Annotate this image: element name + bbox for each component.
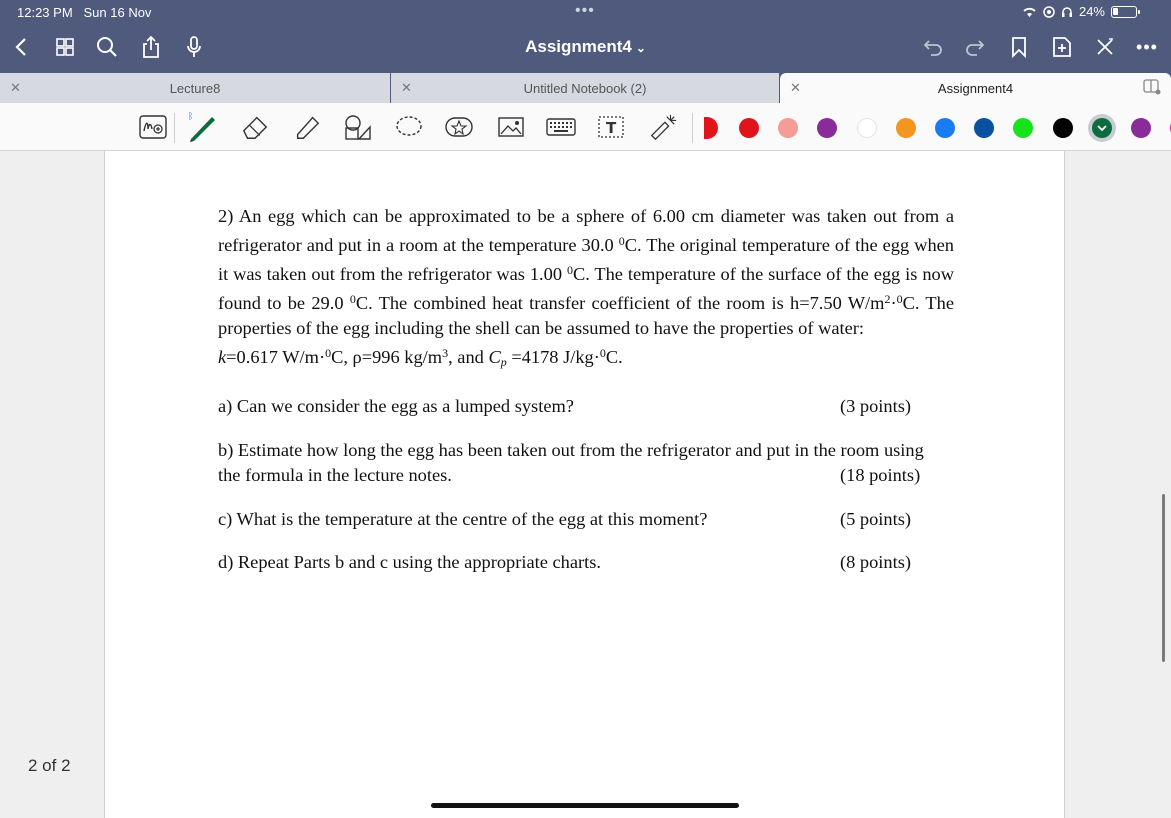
problem-statement: 2) An egg which can be approximated to be a sphere of 6.00 cm diameter was taken out from a refrigerator and put in a room at the temperature 30.0 $^0$C. The original temperature of the egg when it was taken out from the refrigerator was 1.00 $^0$C. The temperature of the surface of the egg is now found to be 29.0 $^0$C. The combined heat transfer coefficient of the room is h=7.50 $W/m^2\cdot^0C$. The properties of the egg including the shell can be assumed to have the properties of water: k=0.617 W/m·$^0$C, ρ=996 $kg/m^3$, and $C_p =4178$ J/kg·$^0$C. [218, 206, 955, 369]
elements-sticker-icon[interactable] [444, 113, 474, 141]
tab-label: Untitled Notebook (2) [523, 80, 647, 96]
multitasking-dots-icon[interactable]: ••• [575, 2, 595, 19]
question-points: (8 points) [840, 552, 912, 572]
problem-content [218, 204, 954, 575]
color-swatch[interactable] [857, 118, 877, 138]
status-date: Sun 16 Nov [83, 5, 152, 20]
image-tool-icon[interactable] [496, 113, 526, 141]
question-text-continued: the formula in the lecture notes. [218, 465, 452, 485]
highlighter-tool-icon[interactable] [292, 113, 322, 141]
color-red-half-swatch[interactable] [704, 117, 718, 139]
tab-label: Assignment4 [937, 80, 1014, 96]
tab-label: Lecture8 [169, 80, 221, 96]
wifi-icon [1022, 6, 1037, 18]
close-tab-icon[interactable]: ✕ [10, 80, 21, 95]
status-indicators [1022, 4, 1137, 19]
tab-untitled-notebook[interactable] [391, 73, 779, 103]
color-swatch[interactable] [974, 118, 994, 138]
chevron-down-icon: ⌄ [635, 41, 646, 55]
question-c [218, 507, 954, 532]
close-tab-icon[interactable]: ✕ [401, 80, 412, 95]
vertical-scrollbar[interactable] [1162, 494, 1165, 662]
question-b [218, 438, 954, 488]
screen-lock-icon [1043, 6, 1055, 18]
close-toolbar-icon[interactable] [1092, 34, 1118, 60]
pen-tool-icon[interactable] [188, 113, 218, 141]
home-indicator[interactable] [431, 803, 739, 808]
text-box-icon[interactable] [596, 113, 626, 141]
question-text: c) What is the temperature at the centre of the egg at this moment? [218, 509, 708, 529]
color-swatch-selected[interactable] [1092, 118, 1112, 138]
svg-text:ᛒ: ᛒ [188, 112, 194, 122]
bookmark-icon[interactable] [1006, 34, 1032, 60]
color-swatch[interactable] [935, 118, 955, 138]
keyboard-icon[interactable] [546, 113, 576, 141]
question-points: (3 points) [840, 396, 912, 416]
battery-fill [1113, 8, 1118, 15]
question-text: d) Repeat Parts b and c using the appropriate charts. [218, 552, 602, 572]
handwriting-to-text-icon[interactable] [138, 113, 168, 141]
headphones-icon [1061, 6, 1073, 18]
undo-icon[interactable] [920, 34, 946, 60]
notebook-page[interactable] [104, 151, 1065, 818]
question-a [218, 394, 954, 419]
divider [174, 113, 175, 143]
color-swatch[interactable] [739, 118, 759, 138]
page-indicator: 2 of 2 [28, 756, 71, 775]
color-swatch[interactable] [1053, 118, 1073, 138]
eraser-tool-icon[interactable] [240, 113, 270, 141]
tab-bar [0, 72, 1171, 103]
title-bar [0, 0, 1171, 72]
battery-percent: 24% [1078, 4, 1105, 19]
color-swatch[interactable] [1013, 118, 1033, 138]
divider [692, 113, 693, 143]
status-time: 12:23 PM Sun 16 Nov [17, 5, 152, 20]
laser-pointer-icon[interactable] [648, 113, 678, 141]
color-swatch[interactable] [778, 118, 798, 138]
question-text: b) Estimate how long the egg has been taken out from the refrigerator and put in the room using [218, 440, 924, 460]
shape-tool-icon[interactable] [342, 113, 372, 141]
question-points: (18 points) [840, 465, 921, 485]
more-options-icon[interactable]: ••• [1136, 36, 1158, 57]
question-d [218, 550, 954, 575]
question-text: a) Can we consider the egg as a lumped system? [218, 396, 574, 416]
split-view-icon[interactable] [1143, 79, 1161, 98]
question-points: (5 points) [840, 509, 912, 529]
tab-lecture8[interactable] [0, 73, 390, 103]
add-page-icon[interactable] [1049, 34, 1075, 60]
battery-icon [1111, 6, 1137, 18]
redo-icon[interactable] [962, 34, 988, 60]
drawing-toolbar [0, 103, 1171, 151]
color-swatch[interactable] [817, 118, 837, 138]
svg-text:T: T [606, 119, 617, 137]
lasso-tool-icon[interactable] [394, 113, 424, 141]
tab-assignment4[interactable] [780, 73, 1171, 103]
close-tab-icon[interactable]: ✕ [790, 80, 801, 95]
document-title[interactable]: Assignment4 ⌄ [525, 37, 646, 56]
color-swatch[interactable] [1131, 118, 1151, 138]
color-swatch[interactable] [896, 118, 916, 138]
